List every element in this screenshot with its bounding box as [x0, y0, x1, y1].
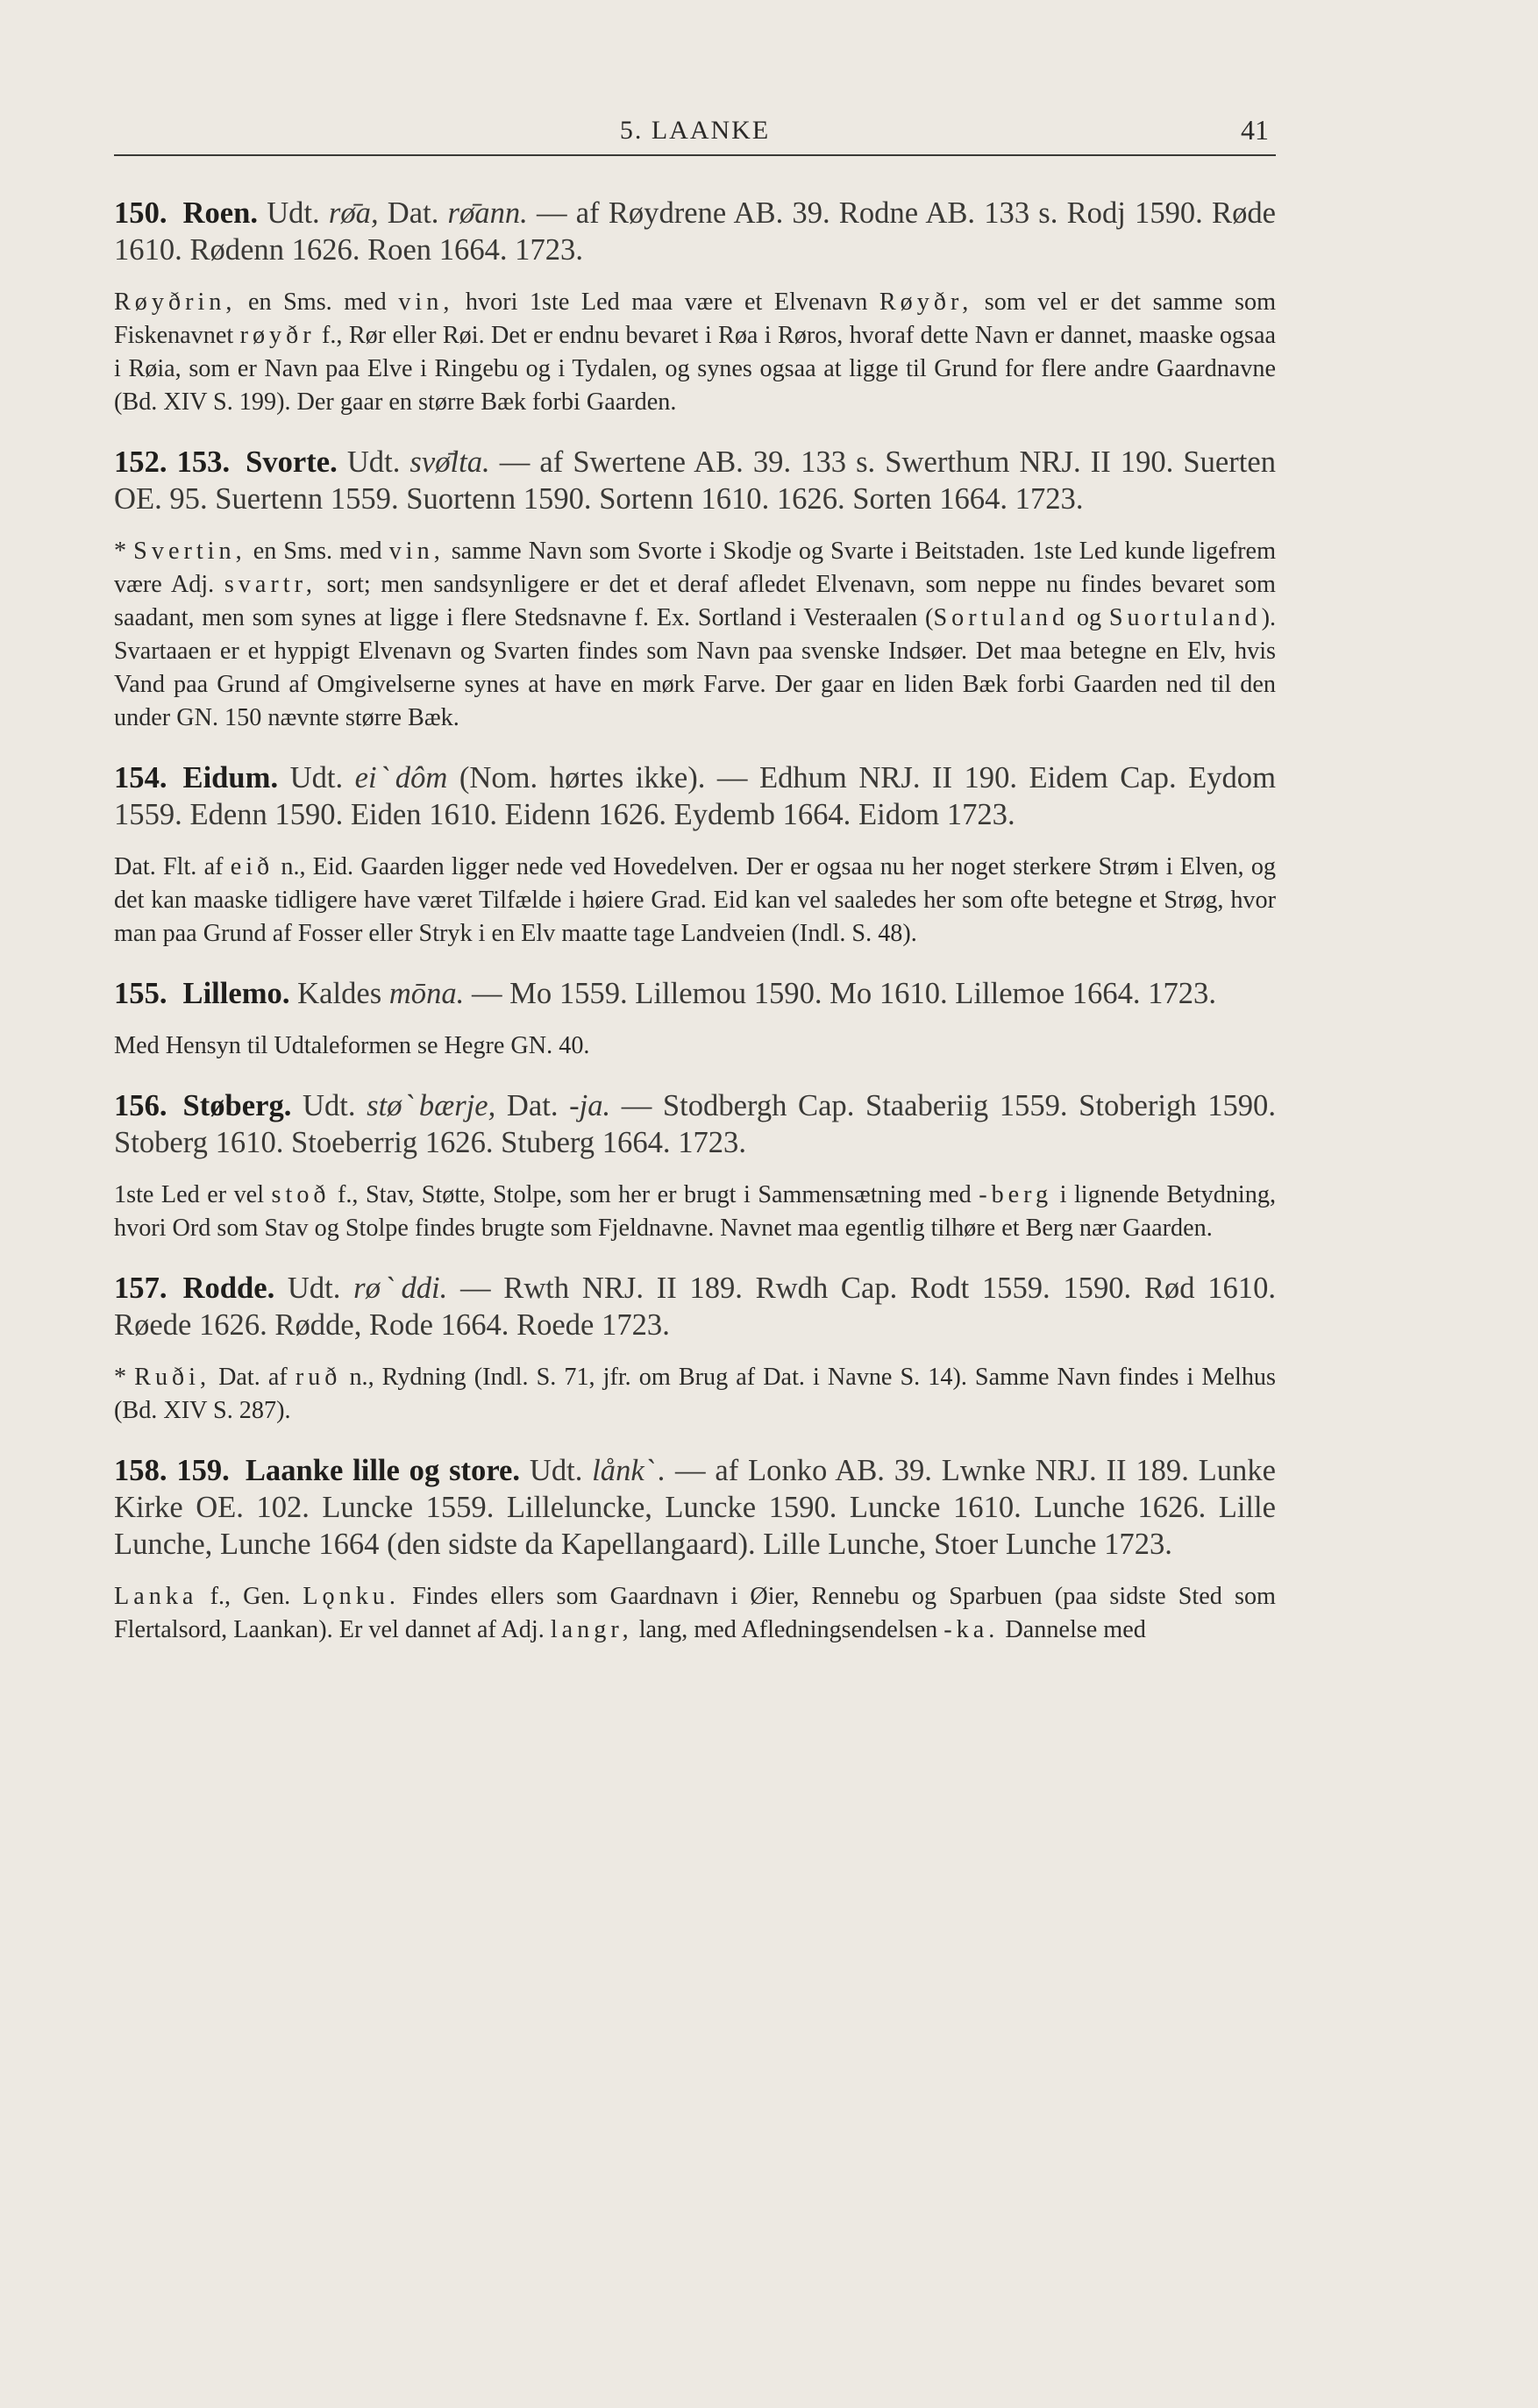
note-text: en Sms. med [236, 289, 399, 316]
note-text: f., Rør eller Røi. Det er endnu bevaret i Røa i Røros, hvoraf dette Navn er dannet, maaske ogsaa i Røia, som er Navn paa Elve i Ringebu og i Tydalen, og synes ogsaa at ligge til Grund for flere andre Gaardnavne (Bd. XIV S. 199). Der gaar en større Bæk forbi Gaarden. [114, 322, 1276, 416]
entry-number: 155. [114, 977, 167, 1010]
spaced-term: ruð [295, 1364, 342, 1391]
entry-name: Eidum. [182, 761, 279, 794]
entry-heading-paragraph [114, 195, 1276, 268]
note-text: samme Navn som Svorte i Skodje og Svarte i Beitstaden. 1ste Led kunde ligefrem være Adj. [114, 538, 1276, 598]
entry-text: Dat. [495, 1089, 570, 1122]
entry-name: Svorte. [246, 445, 338, 479]
entry-forms: — Stodbergh Cap. Staaberiig 1559. Stoberigh 1590. Stoberg 1610. Stoeberrig 1626. Stuberg 1664. 1723. [114, 1089, 1276, 1159]
entry-text: Dat. [378, 196, 448, 230]
entry-forms: — af Swertene AB. 39. 133 s. Swerthum NRJ. II 190. Suerten OE. 95. Suertenn 1559. Suortenn 1590. Sortenn 1610. 1626. Sorten 1664. 1723. [114, 445, 1276, 516]
entry-heading-paragraph [114, 759, 1276, 833]
note-text: Dat. Flt. af [114, 853, 231, 880]
entry-note [114, 1029, 1276, 1063]
entry-155-lillemo [114, 975, 1276, 1063]
spaced-term: vin, [388, 538, 445, 565]
pronunciation: støˋbærje, [367, 1089, 496, 1122]
pronunciation: rø̄a, [328, 196, 379, 230]
entry-157-rodde [114, 1270, 1276, 1428]
entry-text: Udt. [291, 1089, 367, 1122]
pronunciation: svø̄lta. [409, 445, 490, 479]
note-text: hvori 1ste Led maa være et Elvenavn [453, 289, 879, 316]
note-text: * [114, 538, 134, 565]
spaced-term: Suortuland [1108, 604, 1262, 631]
entry-number: 152. 153. [114, 445, 231, 479]
page-number: 41 [1241, 114, 1269, 146]
spaced-term: langr, [550, 1616, 633, 1643]
entry-name: Lillemo. [182, 977, 290, 1010]
spaced-term: Svertin, [133, 538, 246, 565]
spaced-term: vin, [398, 289, 454, 316]
spaced-term: svartr, [224, 571, 317, 598]
entry-note [114, 1179, 1276, 1245]
spaced-term: stoð [271, 1181, 331, 1208]
page-header [114, 112, 1276, 156]
entry-text: Udt. [337, 445, 410, 479]
entry-name: Laanke lille og store. [245, 1454, 521, 1487]
entry-name: Roen. [182, 196, 258, 230]
entry-forms: — Mo 1559. Lillemou 1590. Mo 1610. Lillemoe 1664. 1723. [464, 977, 1216, 1010]
entry-note [114, 286, 1276, 419]
note-text: Dat. af [210, 1364, 295, 1391]
entry-text: Udt. [258, 196, 329, 230]
note-text: 1ste Led er vel [114, 1181, 272, 1208]
spaced-term: eið [230, 853, 274, 880]
pronunciation: lånkˋ. [592, 1454, 666, 1487]
spaced-term: Sortuland [933, 604, 1070, 631]
entry-name: Støberg. [182, 1089, 292, 1122]
pronunciation-dative: -ja. [569, 1089, 611, 1122]
pronunciation: mōna. [388, 977, 465, 1010]
spaced-term: Røyðrin, [114, 289, 237, 316]
note-text: sort; men sandsynligere er det et deraf afledet Elvenavn, som neppe nu findes bevaret som saadant, men som synes at ligge i flere Stedsnavne f. Ex. Sortland i Vesteraalen ( [114, 571, 1276, 631]
spaced-term: Ruði, [134, 1364, 211, 1391]
entry-forms: — af Lonko AB. 39. Lwnke NRJ. II 189. Lunke Kirke OE. 102. Luncke 1559. Lilleluncke, Luncke 1590. Luncke 1610. Lunche 1626. Lille Lunche, Lunche 1664 (den sidste da Kapellangaard). Lille Lunche, Stoer Lunche 1723. [114, 1454, 1276, 1561]
note-text: i lignende Betydning, hvori Ord som Stav og Stolpe findes brugte som Fjeldnavne. Navnet maa egentlig tilhøre et Berg nær Gaarden. [114, 1181, 1277, 1242]
entry-158-159-laanke [114, 1452, 1276, 1647]
note-text: n., Eid. Gaarden ligger nede ved Hovedelven. Der er ogsaa nu her noget sterkere Strøm i Elven, og det kan maaske tidligere have været Tilfælde i høiere Grad. Eid kan vel saaledes her som ofte betegne et Strøg, hvor man paa Grund af Fosser eller Stryk i en Elv maatte tage Landveien (Indl. S. 48). [114, 853, 1277, 947]
pronunciation-dative: rø̄ann. [447, 196, 528, 230]
entry-note [114, 535, 1276, 735]
entry-number: 156. [114, 1089, 167, 1122]
note-text: n., Rydning (Indl. S. 71, jfr. om Brug af Dat. i Navne S. 14). Samme Navn findes i Melhus (Bd. XIV S. 287). [114, 1364, 1276, 1424]
entry-heading-paragraph [114, 975, 1276, 1012]
running-head: 5. LAANKE [619, 116, 771, 145]
entry-heading-paragraph [114, 1270, 1276, 1343]
entry-154-eidum [114, 759, 1276, 951]
entry-note [114, 851, 1276, 951]
spaced-term: -berg [979, 1181, 1053, 1208]
entry-forms: — Rwth NRJ. II 189. Rwdh Cap. Rodt 1559. 1590. Rød 1610. Røede 1626. Rødde, Rode 1664. Roede 1723. [114, 1272, 1276, 1342]
entry-text: Kaldes [289, 977, 389, 1010]
entry-heading-paragraph [114, 1452, 1276, 1563]
entry-150-roen [114, 195, 1276, 419]
note-text: som vel er det samme som Fiskenavnet [114, 289, 1276, 349]
entry-156-stoberg [114, 1087, 1276, 1245]
spaced-term: Lanka [114, 1583, 198, 1610]
spaced-term: Røyðr, [879, 289, 973, 316]
note-text: lang, med Afledningsendelsen [632, 1616, 944, 1643]
note-text: * [114, 1364, 135, 1391]
entry-text: Udt. [520, 1454, 593, 1487]
entry-heading-paragraph [114, 444, 1276, 517]
entry-text: Udt. [278, 761, 355, 794]
entry-number: 158. 159. [114, 1454, 230, 1487]
note-text: f., Gen. [197, 1583, 303, 1610]
entry-number: 154. [114, 761, 167, 794]
entry-forms: — af Røydrene AB. 39. Rodne AB. 133 s. Rodj 1590. Røde 1610. Rødenn 1626. Roen 1664. 1723. [114, 196, 1277, 267]
note-text: en Sms. med [246, 538, 389, 565]
entry-name: Rodde. [182, 1272, 275, 1305]
note-text: Med Hensyn til Udtaleformen se Hegre GN. 40. [114, 1032, 590, 1059]
pronunciation: røˋddi. [353, 1272, 448, 1305]
entry-note [114, 1580, 1276, 1647]
entry-heading-paragraph [114, 1087, 1276, 1161]
entry-text: Udt. [274, 1272, 354, 1305]
entry-number: 157. [114, 1272, 167, 1305]
note-text: f., Stav, Støtte, Stolpe, som her er brugt i Sammensætning med [330, 1181, 979, 1208]
note-text: Findes ellers som Gaardnavn i Øier, Rennebu og Sparbuen (paa sidste Sted som Flertalsord, Laankan). Er vel dannet af Adj. [114, 1583, 1276, 1643]
note-text: ). Svartaaen er et hyppigt Elvenavn og Svarten findes som Navn paa svenske Indsøer. Det maa betegne en Elv, hvis Vand paa Grund af Omgivelserne synes at have en mørk Farve. Der gaar en liden Bæk forbi Gaarden ned til den under GN. 150 nævnte større Bæk. [114, 604, 1277, 731]
note-text: og [1069, 604, 1109, 631]
entry-note [114, 1361, 1276, 1428]
note-text: Dannelse med [999, 1616, 1146, 1643]
page-body [114, 195, 1276, 1671]
entry-number: 150. [114, 196, 167, 230]
entry-152-153-svorte [114, 444, 1276, 735]
pronunciation: eiˋdôm [354, 761, 448, 794]
spaced-term: røyðr [239, 322, 316, 349]
spaced-term: -ka. [943, 1616, 1000, 1643]
spaced-term: Lǫnku. [303, 1583, 400, 1610]
entry-forms: (Nom. hørtes ikke). — Edhum NRJ. II 190. Eidem Cap. Eydom 1559. Edenn 1590. Eiden 1610. Eidenn 1626. Eydemb 1664. Eidom 1723. [114, 761, 1276, 831]
